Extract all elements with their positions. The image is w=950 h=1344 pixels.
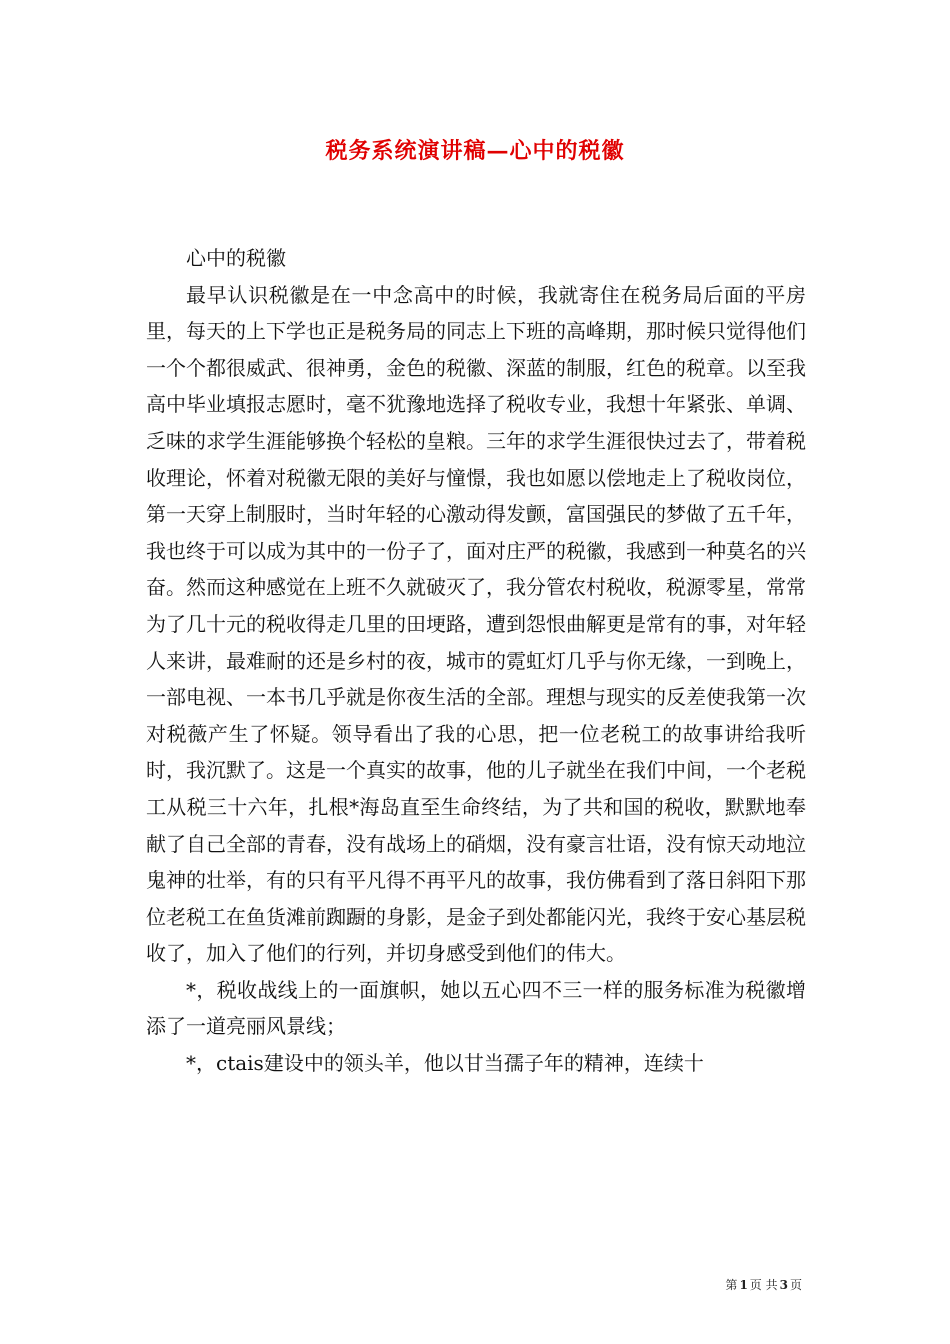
- footer-prefix: 第: [725, 1278, 738, 1292]
- footer-suffix: 页: [789, 1278, 802, 1292]
- document-body: [146, 240, 806, 1082]
- page-footer: [725, 1276, 802, 1293]
- paragraph-3: *，ctais建设中的领头羊，他以甘当孺子年的精神，连续十: [186, 1051, 704, 1076]
- section-heading: 心中的税徽: [186, 246, 286, 270]
- footer-total-pages: 3: [779, 1278, 788, 1292]
- paragraph-2: *，税收战线上的一面旗帜，她以五心四不三一样的服务标准为税徽增添了一道亮丽风景线；: [146, 977, 806, 1039]
- footer-page-number: 1: [739, 1278, 748, 1292]
- document-title: 税务系统演讲稿—心中的税徽: [325, 138, 625, 164]
- paragraph-1: 最早认识税徽是在一中念高中的时候，我就寄住在税务局后面的平房里，每天的上下学也正是税务局的同志上下班的高峰期，那时候只觉得他们一个个都很威武、很神勇，金色的税徽、深蓝的制服，红色的税章。以至我高中毕业填报志愿时，毫不犹豫地选择了税收专业，我想十年紧张、单调、乏味的求学生涯能够换个轻松的皇粮。三年的求学生涯很快过去了，带着税收理论，怀着对税徽无限的美好与憧憬，我也如愿以偿地走上了税收岗位，第一天穿上制服时，当时年轻的心激动得发颤，富国强民的梦做了五千年，我也终于可以成为其中的一份子了，面对庄严的税徽，我感到一种莫名的兴奋。然而这种感觉在上班不久就破灭了，我分管农村税收，税源零星，常常为了几十元的税收得走几里的田埂路，遭到怨恨曲解更是常有的事，对年轻人来讲，最难耐的还是乡村的夜，城市的霓虹灯几乎与你无缘，一到晚上，一部电视、一本书几乎就是你夜生活的全部。理想与现实的反差使我第一次对税薇产生了怀疑。领导看出了我的心思，把一位老税工的故事讲给我听时，我沉默了。这是一个真实的故事，他的儿子就坐在我们中间，一个老税工从税三十六年，扎根*海岛直至生命终结，为了共和国的税收，默默地奉献了自己全部的青春，没有战场上的硝烟，没有豪言壮语，没有惊天动地泣鬼神的壮举，有的只有平凡得不再平凡的故事，我仿佛看到了落日斜阳下那位老税工在鱼货滩前踟蹰的身影，是金子到处都能闪光，我终于安心基层税收了，加入了他们的行列，并切身感受到他们的伟大。: [146, 282, 806, 966]
- footer-middle: 页 共: [749, 1278, 778, 1292]
